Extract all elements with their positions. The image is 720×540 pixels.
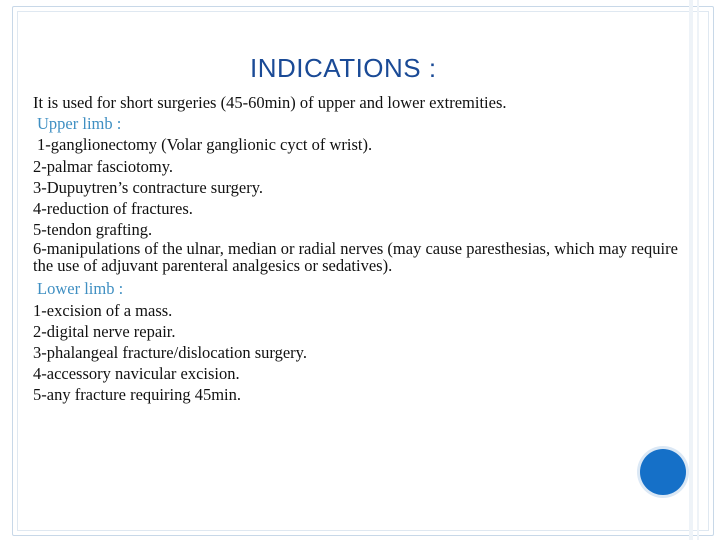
slide-edge-bar-thin xyxy=(697,0,699,540)
list-item: 3-Dupuytren’s contracture surgery. xyxy=(33,177,264,197)
list-item: 1-ganglionectomy (Volar ganglionic cyct of wrist). xyxy=(37,135,373,155)
slide-body xyxy=(33,92,688,406)
lower-limb-heading: Lower limb : xyxy=(37,279,124,299)
slide-title: INDICATIONS : xyxy=(250,53,437,83)
list-item: 2-digital nerve repair. xyxy=(33,321,176,341)
upper-limb-heading: Upper limb : xyxy=(37,114,122,134)
list-item: 4-accessory navicular excision. xyxy=(33,364,240,384)
list-item: 5-tendon grafting. xyxy=(33,220,153,240)
list-item: 6-manipulations of the ulnar, median or radial nerves (may cause paresthesias, which may require the use of adjuvant parenteral analgesics or sedatives). xyxy=(33,239,678,276)
list-item: 4-reduction of fractures. xyxy=(33,199,193,219)
list-item: 1-excision of a mass. xyxy=(33,300,173,320)
slide-edge-bar xyxy=(689,0,693,540)
list-item: 3-phalangeal fracture/dislocation surgery. xyxy=(33,343,307,363)
list-item: 5-any fracture requiring 45min. xyxy=(33,385,242,405)
list-item: 2-palmar fasciotomy. xyxy=(33,156,174,176)
intro-text: It is used for short surgeries (45-60min) of upper and lower extremities. xyxy=(33,93,507,112)
accent-circle-icon xyxy=(640,449,686,495)
